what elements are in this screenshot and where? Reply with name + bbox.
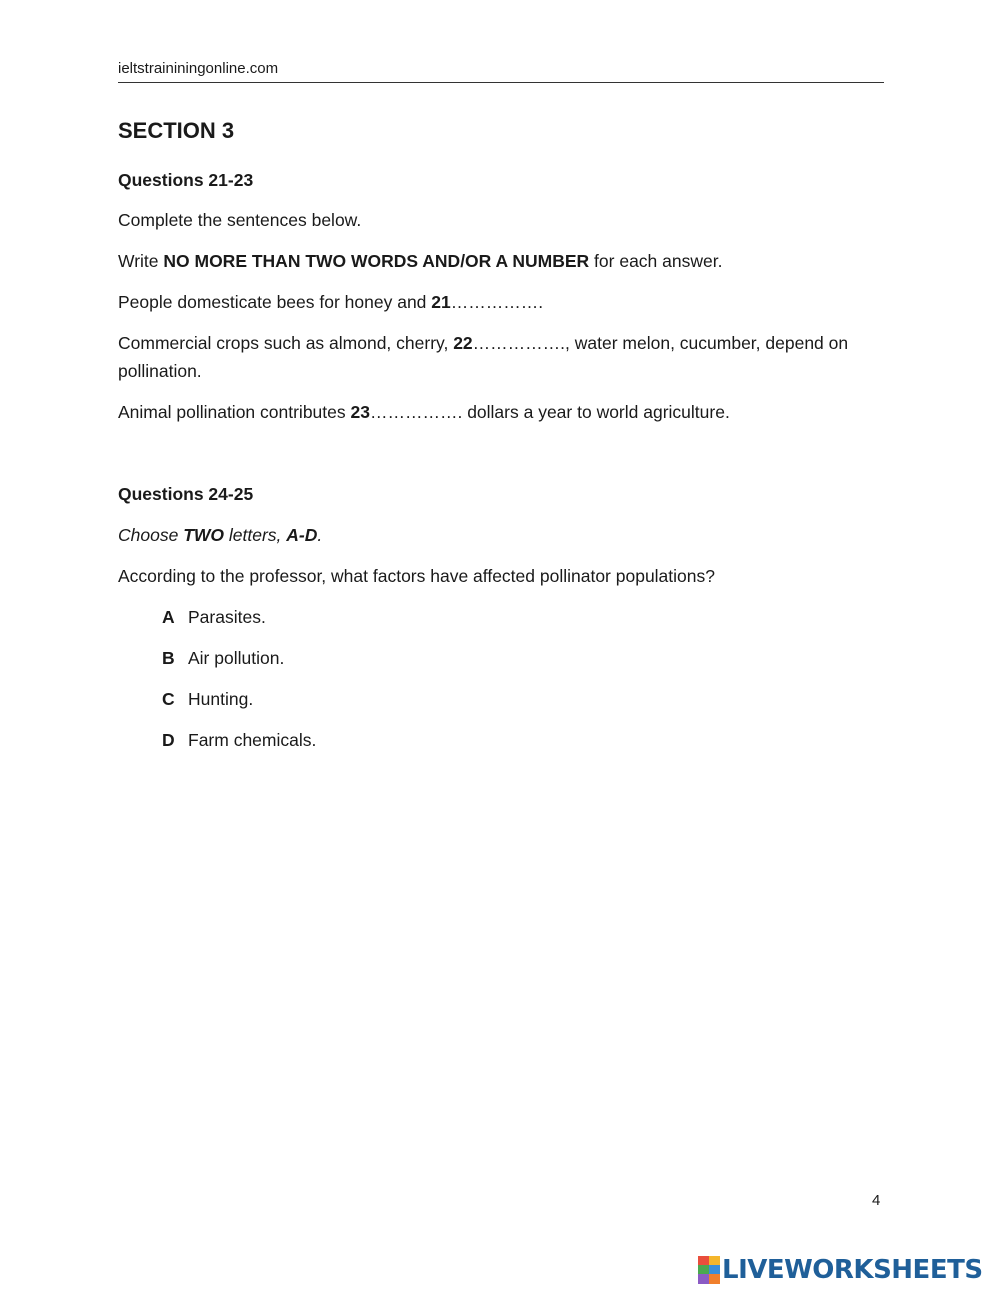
option-b[interactable]: [162, 644, 284, 672]
page-number: 4: [872, 1192, 881, 1209]
instruction-word-limit: Write NO MORE THAN TWO WORDS AND/OR A NUMBER for each answer.: [118, 251, 723, 271]
questions-21-23-heading: Questions 21-23: [118, 170, 254, 190]
question-number-22: 22: [453, 333, 473, 353]
question-number-21: 21: [431, 292, 451, 312]
question-22: Commercial crops such as almond, cherry, 22……………., water melon, cucumber, depend on pollination.: [118, 333, 849, 381]
site-header: [118, 58, 884, 83]
question-number-23: 23: [350, 402, 370, 422]
option-c[interactable]: [162, 685, 253, 713]
question-23: Animal pollination contributes 23……………. dollars a year to world agriculture.: [118, 402, 730, 422]
brand-name: LIVEWORKSHEETS: [722, 1255, 983, 1285]
answer-blank-21[interactable]: …………….: [450, 292, 544, 312]
answer-blank-22[interactable]: ……………., water melon, cucumber, depend on pollination.: [118, 333, 849, 381]
option-a[interactable]: [162, 603, 266, 631]
option-letter: C: [162, 689, 175, 709]
question-21: People domesticate bees for honey and 21…………….: [118, 292, 544, 312]
option-text: Air pollution.: [188, 648, 285, 668]
logo-blocks-icon: [698, 1256, 720, 1284]
option-text: Parasites.: [188, 607, 266, 627]
option-text: Hunting.: [188, 689, 254, 709]
option-d[interactable]: [162, 726, 316, 754]
option-letter: D: [162, 730, 175, 750]
site-url: ieltstraininingonline.com: [118, 60, 279, 77]
option-letter: A: [162, 607, 175, 627]
instruction-choose-two: Choose TWO letters, A-D.: [118, 525, 323, 545]
section-title: SECTION 3: [118, 118, 235, 143]
questions-24-25-heading: Questions 24-25: [118, 484, 254, 504]
option-letter: B: [162, 648, 175, 668]
option-text: Farm chemicals.: [188, 730, 317, 750]
liveworksheets-logo[interactable]: [698, 1254, 983, 1286]
question-24-25-prompt: According to the professor, what factors have affected pollinator populations?: [118, 566, 715, 586]
answer-blank-23[interactable]: ……………. dollars a year to world agriculture.: [369, 402, 730, 422]
instruction-complete: Complete the sentences below.: [118, 210, 362, 230]
